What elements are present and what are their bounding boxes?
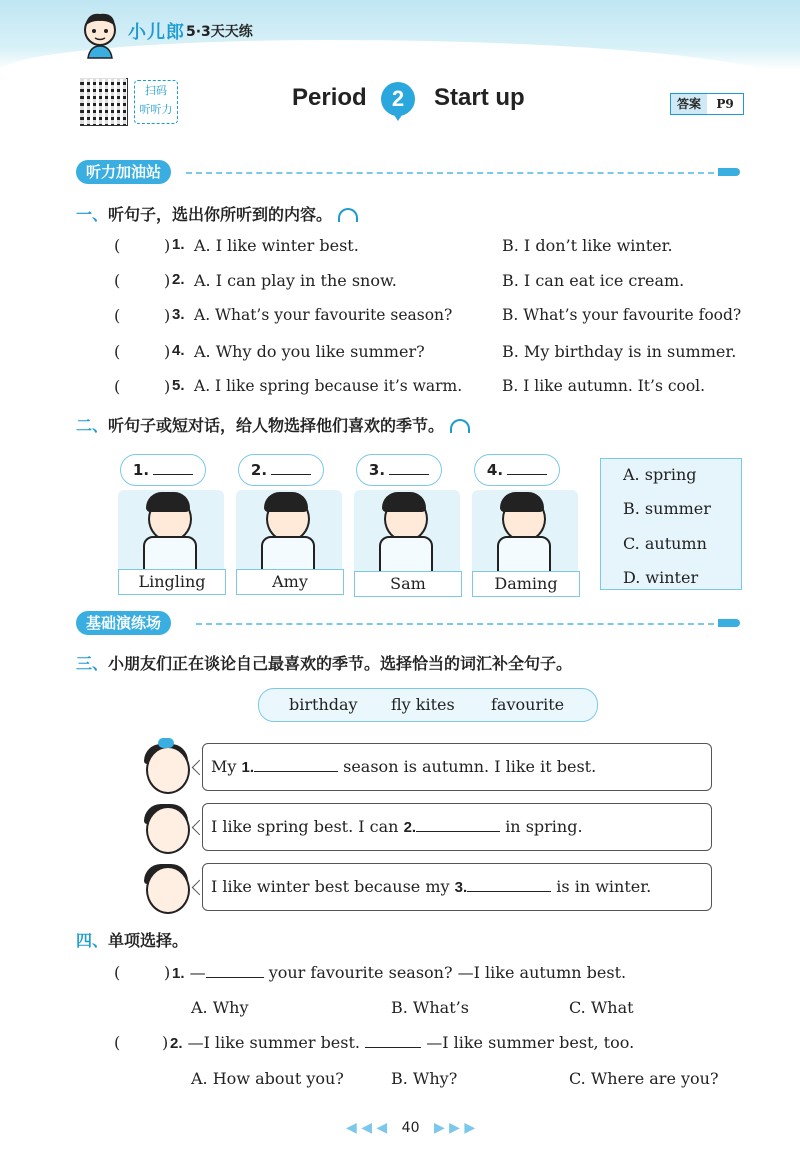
question-3-heading <box>76 651 572 674</box>
option-b: B. I like autumn. It’s cool. <box>502 377 706 395</box>
option-b: B. I can eat ice cream. <box>502 271 685 290</box>
section-banner-listening: 听力加油站 <box>76 160 171 184</box>
bubble-number: 1. <box>132 461 150 479</box>
answer-paren-open[interactable]: ( <box>114 306 121 325</box>
question-2-number: 二、 <box>76 416 109 435</box>
stem-part-b: your favourite season? —I like autumn best. <box>268 963 627 982</box>
choice-autumn: C. autumn <box>623 534 707 553</box>
speech-bubble-3 <box>202 863 712 911</box>
banner-divider <box>196 623 714 625</box>
answer-blank[interactable] <box>254 771 338 772</box>
answer-blank[interactable] <box>416 831 500 832</box>
answer-paren-close: ) <box>162 1033 169 1052</box>
name-label-sam: Sam <box>354 571 462 597</box>
item-number: 1. <box>172 965 185 982</box>
answer-blank[interactable] <box>507 474 547 475</box>
page-number: 40 <box>401 1120 420 1136</box>
option-b: B. My birthday is in summer. <box>502 342 737 361</box>
season-choices <box>600 458 742 590</box>
question-2-text: 听句子或短对话，给人物选择他们喜欢的季节。 <box>108 416 445 435</box>
item-number: 1. <box>172 236 185 253</box>
scan-hint <box>134 80 178 124</box>
answer-label: 答案 <box>671 94 707 114</box>
bubble-number: 3. <box>368 461 386 479</box>
banner-divider <box>186 172 714 174</box>
mascot-icon <box>78 10 122 60</box>
sentence-after: is in winter. <box>556 877 652 896</box>
speech-bubble-2 <box>202 803 712 851</box>
kid-body <box>497 536 551 576</box>
option-a: A. I like spring because it’s warm. <box>194 377 463 395</box>
answer-page: P9 <box>716 97 734 111</box>
sentence-before: I like spring best. I can <box>211 817 399 836</box>
sentence-after: in spring. <box>505 817 583 836</box>
thought-bubble[interactable] <box>356 454 442 486</box>
stem-part-a: —I like summer best. <box>187 1033 360 1052</box>
period-word: Period <box>292 84 367 111</box>
answer-blank[interactable] <box>153 474 193 475</box>
page-footer <box>346 1120 475 1136</box>
headphones-icon <box>450 419 470 433</box>
answer-paren-open[interactable]: ( <box>114 236 121 255</box>
footer-left-arrows: ◀ ◀ ◀ <box>346 1120 388 1136</box>
stem-part-a: — <box>189 963 206 982</box>
question-4-heading <box>76 928 188 951</box>
option-a: A. What’s your favourite season? <box>194 306 453 324</box>
choice-spring: A. spring <box>623 465 697 484</box>
answer-blank[interactable] <box>365 1047 421 1048</box>
sentence-after: season is autumn. I like it best. <box>343 757 597 776</box>
period-number: 2 <box>381 82 415 116</box>
blank-number: 1. <box>241 759 255 776</box>
answer-paren-open[interactable]: ( <box>114 1033 121 1052</box>
option-b: B. What’s <box>391 998 469 1017</box>
item-number: 3. <box>172 306 185 323</box>
answer-reference[interactable] <box>670 93 744 115</box>
option-c: C. What <box>569 998 634 1017</box>
answer-paren-close: ) <box>164 236 171 255</box>
period-number-pointer <box>392 112 404 121</box>
option-a: A. Why <box>191 998 249 1017</box>
blank-number: 2. <box>403 819 417 836</box>
question-4-item-1-stem <box>172 963 626 982</box>
answer-blank[interactable] <box>206 977 264 978</box>
question-4-item-2-stem <box>170 1033 634 1052</box>
section-banner-basics: 基础演练场 <box>76 611 171 635</box>
question-4-text: 单项选择。 <box>108 931 189 950</box>
option-b: B. What’s your favourite food? <box>502 306 742 324</box>
option-a: A. I like winter best. <box>194 236 359 255</box>
word-birthday: birthday <box>289 695 358 714</box>
question-2-heading <box>76 413 470 436</box>
kid-hair <box>500 492 544 512</box>
girl-face-icon <box>146 746 190 794</box>
item-number: 2. <box>170 1035 183 1052</box>
option-a: A. How about you? <box>191 1069 344 1088</box>
option-a: A. Why do you like summer? <box>194 342 425 361</box>
word-favourite: favourite <box>491 695 565 714</box>
choice-winter: D. winter <box>623 568 699 587</box>
brand-series: 5·3天天练 <box>186 24 253 40</box>
hair-bow-icon <box>158 738 174 748</box>
answer-paren-close: ) <box>164 271 171 290</box>
question-3-text: 小朋友们正在谈论自己最喜欢的季节。选择恰当的词汇补全句子。 <box>108 654 573 673</box>
answer-blank[interactable] <box>389 474 429 475</box>
question-1-text: 听句子，选出你所听到的内容。 <box>108 205 333 224</box>
speech-bubble-1 <box>202 743 712 791</box>
option-c: C. Where are you? <box>569 1069 719 1088</box>
answer-paren-close: ) <box>164 963 171 982</box>
kid-hair <box>146 492 190 512</box>
stem-part-b: —I like summer best, too. <box>426 1033 635 1052</box>
brand-name: 小儿郎 <box>128 22 185 43</box>
sentence-before: My <box>211 757 237 776</box>
answer-paren-open[interactable]: ( <box>114 963 121 982</box>
word-bank <box>258 688 598 722</box>
name-label-lingling: Lingling <box>118 569 226 595</box>
blank-number: 3. <box>454 879 468 896</box>
option-b: B. Why? <box>391 1069 458 1088</box>
item-number: 2. <box>172 271 185 288</box>
name-label-amy: Amy <box>236 569 344 595</box>
option-b: B. I don’t like winter. <box>502 236 673 255</box>
answer-paren-close: ) <box>164 306 171 325</box>
pencil-icon <box>718 168 740 176</box>
choice-summer: B. summer <box>623 499 711 518</box>
answer-paren-open[interactable]: ( <box>114 271 121 290</box>
period-title: Start up <box>434 84 525 111</box>
question-1-number: 一、 <box>76 205 109 224</box>
item-number: 5. <box>172 377 185 394</box>
thought-bubble[interactable] <box>238 454 324 486</box>
scan-hint-line1: 扫码 <box>145 84 167 97</box>
question-1-heading <box>76 202 358 225</box>
scan-hint-line2: 听听力 <box>139 103 173 116</box>
bubble-number: 4. <box>486 461 504 479</box>
answer-blank[interactable] <box>271 474 311 475</box>
bubble-number: 2. <box>250 461 268 479</box>
answer-paren-open[interactable]: ( <box>114 342 121 361</box>
question-3-number: 三、 <box>76 654 109 673</box>
kid-body <box>379 536 433 576</box>
sentence-before: I like winter best because my <box>211 877 450 896</box>
answer-blank[interactable] <box>467 891 551 892</box>
kid-hair <box>264 492 308 512</box>
qr-code-pattern <box>80 78 126 124</box>
pencil-icon <box>718 619 740 627</box>
answer-paren-close: ) <box>164 342 171 361</box>
girl-face-icon <box>146 806 190 854</box>
item-number: 4. <box>172 342 185 359</box>
answer-paren-open[interactable]: ( <box>114 377 121 396</box>
thought-bubble[interactable] <box>120 454 206 486</box>
answer-paren-close: ) <box>164 377 171 396</box>
option-a: A. I can play in the snow. <box>194 271 397 290</box>
footer-right-arrows: ▶ ▶ ▶ <box>433 1120 476 1136</box>
kid-hair <box>382 492 426 512</box>
question-4-number: 四、 <box>76 931 109 950</box>
word-fly-kites: fly kites <box>391 695 455 714</box>
boy-face-icon <box>146 866 190 914</box>
headphones-icon <box>338 208 358 222</box>
thought-bubble[interactable] <box>474 454 560 486</box>
name-label-daming: Daming <box>472 571 580 597</box>
